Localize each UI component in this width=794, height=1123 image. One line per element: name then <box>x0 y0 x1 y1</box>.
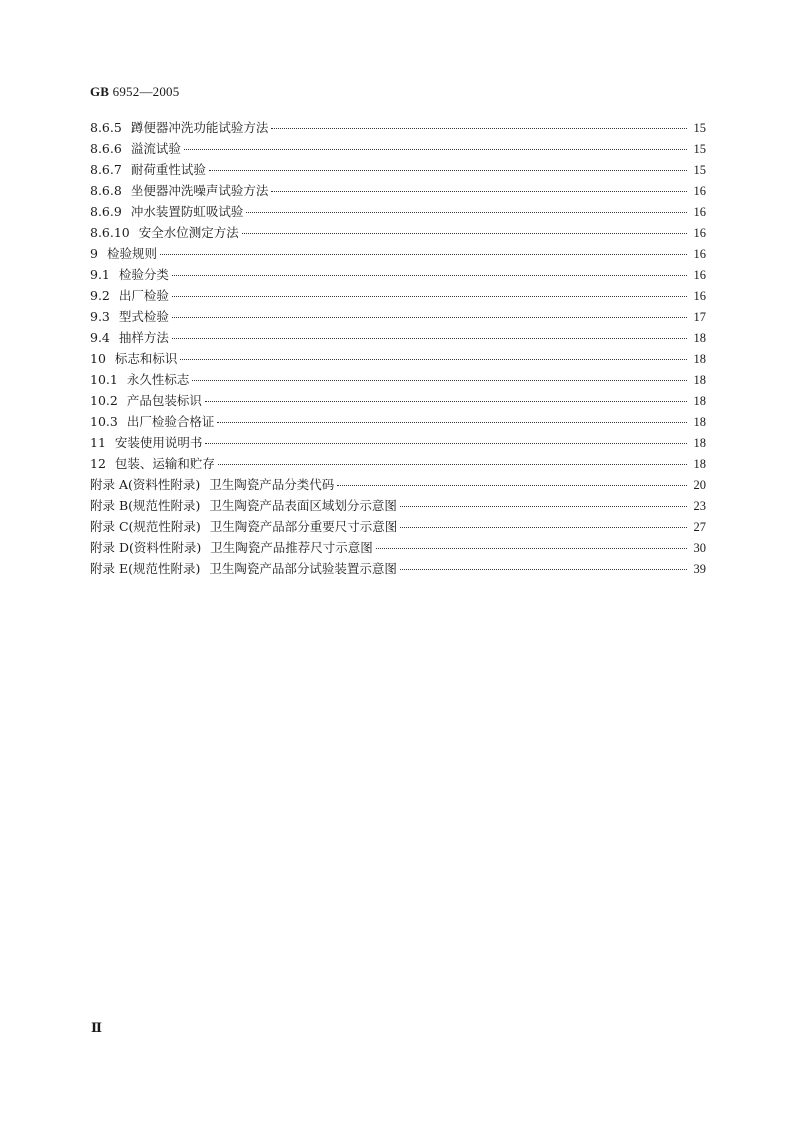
toc-entry-number: 10.1 <box>90 372 118 387</box>
toc-entry[interactable] <box>90 328 706 349</box>
toc-entry-title: 卫生陶瓷产品部分重要尺寸示意图 <box>209 519 398 534</box>
toc-entry-page: 16 <box>693 184 706 198</box>
toc-entry-number: 9.2 <box>90 288 110 303</box>
toc-leader-dots <box>172 316 687 318</box>
toc-entry-number: 9 <box>90 246 98 261</box>
toc-entry-title: 包装、运输和贮存 <box>114 456 215 471</box>
toc-entry[interactable] <box>90 307 706 328</box>
toc-entry-title: 坐便器冲洗噪声试验方法 <box>130 183 269 198</box>
toc-entry[interactable] <box>90 517 706 538</box>
toc-entry-page: 16 <box>693 247 706 261</box>
toc-entry-title: 安装使用说明书 <box>114 435 203 450</box>
toc-entry-title: 检验规则 <box>106 246 157 261</box>
toc-entry-title: 检验分类 <box>118 267 169 282</box>
toc-entry-number: 11 <box>90 435 106 450</box>
toc-leader-dots <box>337 484 687 486</box>
toc-entry-page: 18 <box>693 415 706 429</box>
toc-entry-title: 溢流试验 <box>130 141 181 156</box>
toc-entry-page: 16 <box>693 205 706 219</box>
toc-entry-number: 附录 B(规范性附录) <box>90 498 201 513</box>
toc-entry-title: 出厂检验 <box>118 288 169 303</box>
toc-entry-number: 附录 C(规范性附录) <box>90 519 201 534</box>
toc-entry-number: 8.6.5 <box>90 120 122 135</box>
toc-entry-number: 9.3 <box>90 309 110 324</box>
toc-entry-number: 10.3 <box>90 414 118 429</box>
toc-entry-page: 18 <box>693 436 706 450</box>
toc-entry-number: 8.6.9 <box>90 204 122 219</box>
toc-entry-title: 永久性标志 <box>126 372 190 387</box>
toc-entry-number: 附录 E(规范性附录) <box>90 561 201 576</box>
toc-entry[interactable] <box>90 391 706 412</box>
standard-prefix: GB <box>90 84 110 99</box>
standard-number: 6952—2005 <box>112 84 180 99</box>
toc-entry-page: 16 <box>693 268 706 282</box>
toc-entry[interactable] <box>90 454 706 475</box>
toc-entry[interactable] <box>90 139 706 160</box>
toc-entry-page: 16 <box>693 289 706 303</box>
toc-entry[interactable] <box>90 475 706 496</box>
toc-entry-page: 30 <box>693 541 706 555</box>
toc-entry[interactable] <box>90 265 706 286</box>
toc-entry-number: 8.6.6 <box>90 141 122 156</box>
toc-entry-page: 15 <box>693 121 706 135</box>
toc-entry-page: 18 <box>693 457 706 471</box>
toc-leader-dots <box>218 463 687 465</box>
toc-entry-page: 18 <box>693 331 706 345</box>
toc-entry-title: 卫生陶瓷产品推荐尺寸示意图 <box>210 540 373 555</box>
toc-entry[interactable] <box>90 202 706 223</box>
toc-leader-dots <box>160 253 687 255</box>
toc-entry[interactable] <box>90 370 706 391</box>
toc-entry-page: 16 <box>693 226 706 240</box>
toc-leader-dots <box>400 568 687 570</box>
toc-entry-title: 冲水装置防虹吸试验 <box>130 204 244 219</box>
toc-entry-number: 9.1 <box>90 267 110 282</box>
toc-entry-number: 10.2 <box>90 393 118 408</box>
toc-leader-dots <box>242 232 687 234</box>
document-header <box>90 84 179 100</box>
toc-entry-page: 18 <box>693 352 706 366</box>
toc-entry-number: 附录 A(资料性附录) <box>90 477 201 492</box>
toc-entry-title: 标志和标识 <box>114 351 178 366</box>
toc-entry-page: 23 <box>693 499 706 513</box>
toc-entry-title: 耐荷重性试验 <box>130 162 206 177</box>
toc-entry-title: 卫生陶瓷产品表面区域划分示意图 <box>209 498 397 513</box>
toc-entry-title: 安全水位测定方法 <box>138 225 239 240</box>
toc-leader-dots <box>246 211 687 213</box>
toc-entry[interactable] <box>90 433 706 454</box>
page-number: Ⅱ <box>91 1020 102 1035</box>
toc-entry-page: 18 <box>693 373 706 387</box>
toc-leader-dots <box>400 526 687 528</box>
toc-leader-dots <box>217 421 687 423</box>
toc-leader-dots <box>376 547 687 549</box>
toc-leader-dots <box>192 379 687 381</box>
toc-entry-page: 15 <box>693 142 706 156</box>
toc-entry[interactable] <box>90 538 706 559</box>
toc-entry-page: 27 <box>693 520 706 534</box>
toc-leader-dots <box>205 400 687 402</box>
toc-leader-dots <box>271 190 687 192</box>
toc-leader-dots <box>172 337 687 339</box>
toc-entry-title: 卫生陶瓷产品部分试验装置示意图 <box>209 561 397 576</box>
toc-entry-page: 18 <box>693 394 706 408</box>
toc-leader-dots <box>172 295 687 297</box>
table-of-contents <box>90 118 706 580</box>
toc-entry-number: 附录 D(资料性附录) <box>90 540 202 555</box>
toc-leader-dots <box>184 148 687 150</box>
toc-entry-title: 抽样方法 <box>118 330 169 345</box>
toc-entry-title: 出厂检验合格证 <box>126 414 215 429</box>
toc-entry[interactable] <box>90 160 706 181</box>
toc-leader-dots <box>400 505 687 507</box>
toc-entry[interactable] <box>90 496 706 517</box>
toc-entry[interactable] <box>90 349 706 370</box>
toc-leader-dots <box>205 442 687 444</box>
toc-entry-page: 15 <box>693 163 706 177</box>
toc-entry-page: 17 <box>693 310 706 324</box>
toc-entry[interactable] <box>90 412 706 433</box>
toc-entry-number: 12 <box>90 456 106 471</box>
toc-entry-number: 10 <box>90 351 106 366</box>
toc-entry[interactable] <box>90 118 706 139</box>
toc-entry-page: 20 <box>693 478 706 492</box>
toc-entry[interactable] <box>90 223 706 244</box>
toc-leader-dots <box>180 358 687 360</box>
toc-leader-dots <box>172 274 687 276</box>
toc-entry-title: 产品包装标识 <box>126 393 202 408</box>
toc-entry[interactable] <box>90 559 706 580</box>
toc-entry-page: 39 <box>693 562 706 576</box>
toc-leader-dots <box>271 127 687 129</box>
toc-entry-number: 9.4 <box>90 330 110 345</box>
toc-entry-number: 8.6.7 <box>90 162 122 177</box>
toc-leader-dots <box>209 169 687 171</box>
toc-entry-title: 蹲便器冲洗功能试验方法 <box>130 120 269 135</box>
toc-entry[interactable] <box>90 286 706 307</box>
toc-entry-number: 8.6.8 <box>90 183 122 198</box>
toc-entry-title: 卫生陶瓷产品分类代码 <box>209 477 335 492</box>
toc-entry[interactable] <box>90 181 706 202</box>
toc-entry[interactable] <box>90 244 706 265</box>
toc-entry-number: 8.6.10 <box>90 225 130 240</box>
toc-entry-title: 型式检验 <box>118 309 169 324</box>
